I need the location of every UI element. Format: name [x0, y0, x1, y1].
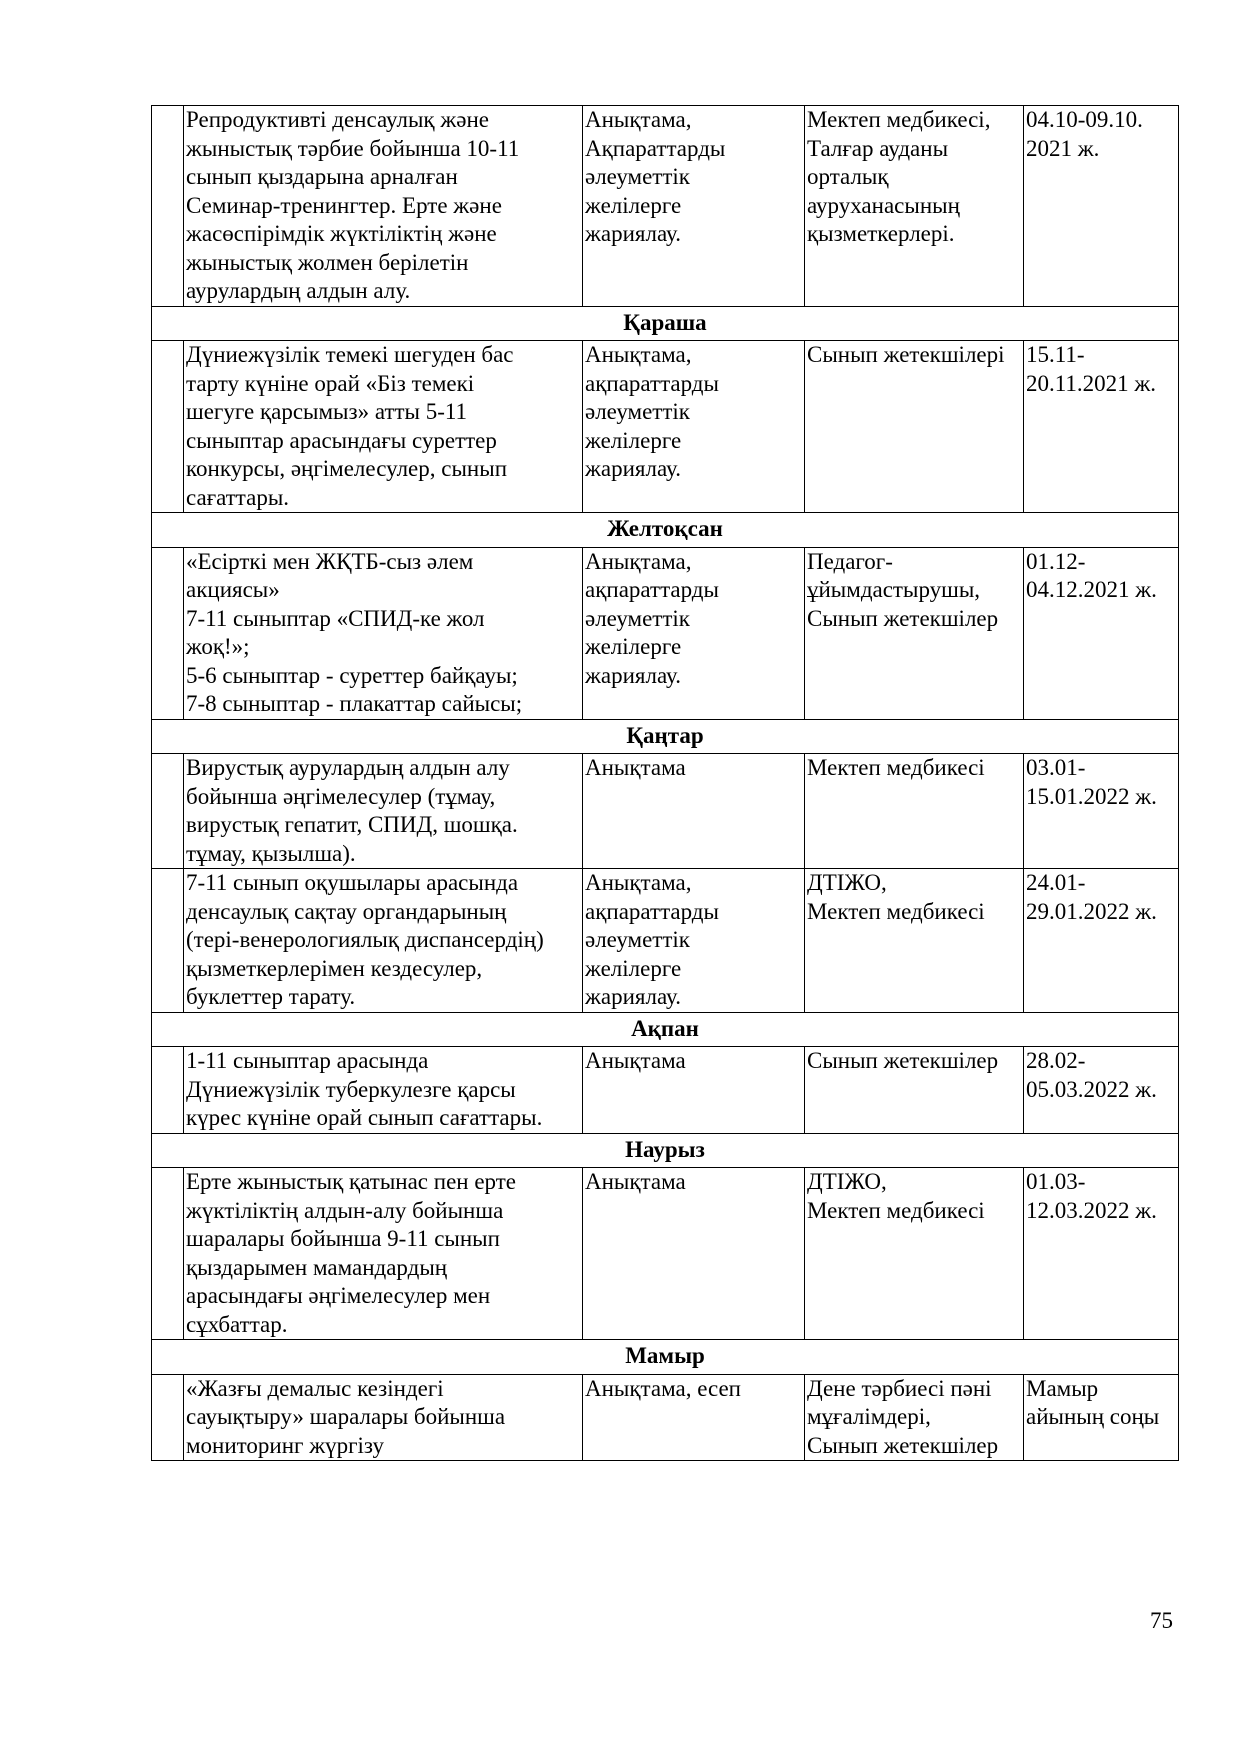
table-row — [152, 869, 1179, 1013]
responsible-cell — [805, 341, 1024, 513]
date-cell — [1024, 869, 1179, 1013]
cell-line: Анықтама, есеп — [585, 1375, 741, 1401]
cell-line: 28.02- — [1026, 1048, 1086, 1073]
cell-line: желілерге — [585, 955, 682, 981]
cell-line: жариялау. — [585, 662, 681, 688]
cell-line: 01.03- — [1026, 1169, 1086, 1194]
cell-line: жасөспірімдік жүктіліктің және — [186, 221, 497, 246]
number-cell — [152, 869, 184, 1013]
cell-line: 7-11 сынып оқушылары арасында — [186, 870, 519, 895]
cell-line: ДТІЖО, — [807, 1169, 887, 1194]
completion-form-cell — [583, 1168, 805, 1340]
cell-line: орталық — [807, 164, 889, 189]
cell-line: Сынып жетекшілер — [807, 605, 999, 631]
cell-line: сыныптар арасындағы суреттер — [186, 427, 497, 453]
cell-line: Сынып жетекшілер — [807, 1048, 999, 1073]
month-label: Қараша — [152, 306, 1179, 341]
month-header-row — [152, 513, 1179, 548]
number-cell — [152, 754, 184, 869]
cell-line: 1-11 сыныптар арасында — [186, 1048, 429, 1073]
cell-line: 15.11- — [1026, 342, 1085, 367]
date-cell — [1024, 1168, 1179, 1340]
responsible-cell — [805, 547, 1024, 719]
cell-line: Анықтама, — [585, 870, 692, 895]
cell-line: 05.03.2022 ж. — [1026, 1076, 1157, 1102]
events-plan-body — [152, 106, 1179, 1461]
cell-line: Анықтама — [585, 755, 686, 780]
cell-line: 01.12- — [1026, 548, 1086, 574]
cell-line: денсаулық сақтау органдарының — [186, 898, 507, 924]
cell-line: шаралары бойынша 9-11 сынып — [186, 1226, 500, 1251]
date-cell — [1024, 754, 1179, 869]
responsible-cell — [805, 1047, 1024, 1134]
table-row — [152, 754, 1179, 869]
date-cell — [1024, 1374, 1179, 1461]
cell-line: сауықтыру» шаралары бойынша — [186, 1404, 506, 1429]
cell-line: тарту күніне орай «Біз темекі — [186, 370, 475, 396]
cell-line: әлеуметтік — [585, 164, 690, 189]
action-cell — [184, 547, 583, 719]
cell-line: Анықтама, — [585, 107, 692, 132]
cell-line: жыныстық жолмен берілетін — [186, 249, 469, 275]
cell-line: 04.10-09.10. — [1026, 107, 1143, 132]
cell-line: Семинар-тренингтер. Ерте және — [186, 192, 502, 218]
cell-line: 03.01- — [1026, 755, 1086, 780]
responsible-cell — [805, 754, 1024, 869]
cell-line: ақпараттарды — [585, 370, 719, 396]
cell-line: буклеттер тарату. — [186, 984, 356, 1009]
events-plan-table — [151, 105, 1179, 1461]
responsible-cell — [805, 106, 1024, 307]
cell-line: қыздарымен мамандардың — [186, 1254, 448, 1280]
number-cell — [152, 106, 184, 307]
cell-line: әлеуметтік — [585, 399, 690, 424]
month-header-row — [152, 719, 1179, 754]
date-cell — [1024, 1047, 1179, 1134]
cell-line: Мектеп медбикесі — [807, 1197, 985, 1223]
table-row — [152, 1374, 1179, 1461]
table-row — [152, 547, 1179, 719]
number-cell — [152, 547, 184, 719]
cell-line: конкурсы, әңгімелесулер, сынып — [186, 456, 508, 481]
responsible-cell — [805, 869, 1024, 1013]
month-label: Қаңтар — [152, 719, 1179, 754]
month-header-row — [152, 306, 1179, 341]
cell-line: ДТІЖО, — [807, 870, 887, 895]
cell-line: желілерге — [585, 634, 682, 659]
page-number: 75 — [1150, 1608, 1173, 1633]
cell-line: 29.01.2022 ж. — [1026, 898, 1157, 924]
cell-line: 12.03.2022 ж. — [1026, 1197, 1157, 1223]
cell-line: Мектеп медбикесі — [807, 755, 985, 780]
cell-line: 15.01.2022 ж. — [1026, 783, 1157, 809]
number-cell — [152, 1168, 184, 1340]
cell-line: жариялау. — [585, 221, 681, 246]
cell-line: (тері-венерологиялық диспансердің) — [186, 927, 544, 952]
table-row — [152, 341, 1179, 513]
action-cell — [184, 1047, 583, 1134]
cell-line: 04.12.2021 ж. — [1026, 577, 1157, 602]
cell-line: Мектеп медбикесі — [807, 898, 985, 924]
cell-line: бойынша әңгімелесулер (тұмау, — [186, 783, 496, 809]
action-cell — [184, 1374, 583, 1461]
cell-line: Ерте жыныстық қатынас пен ерте — [186, 1169, 517, 1194]
completion-form-cell — [583, 341, 805, 513]
cell-line: Анықтама — [585, 1169, 686, 1194]
cell-line: Дүниежүзілік туберкулезге қарсы — [186, 1076, 516, 1102]
action-cell — [184, 341, 583, 513]
cell-line: Талғар ауданы — [807, 135, 949, 161]
cell-line: 20.11.2021 ж. — [1026, 370, 1157, 396]
completion-form-cell — [583, 1374, 805, 1461]
cell-line: Мамыр — [1026, 1375, 1099, 1401]
cell-line: күрес күніне орай сынып сағаттары. — [186, 1105, 543, 1130]
cell-line: жүктіліктің алдын-алу бойынша — [186, 1197, 504, 1223]
cell-line: сұхбаттар. — [186, 1311, 288, 1337]
cell-line: 5-6 сыныптар - суреттер байқауы; — [186, 662, 518, 688]
month-label: Мамыр — [152, 1340, 1179, 1375]
cell-line: акциясы» — [186, 577, 280, 602]
cell-line: мұғалімдері, — [807, 1404, 931, 1429]
action-cell — [184, 1168, 583, 1340]
month-header-row — [152, 1012, 1179, 1047]
cell-line: ұйымдастырушы, — [807, 577, 981, 602]
month-header-row — [152, 1133, 1179, 1168]
cell-line: арасындағы әңгімелесулер мен — [186, 1283, 491, 1308]
date-cell — [1024, 547, 1179, 719]
date-cell — [1024, 341, 1179, 513]
cell-line: Дене тәрбиесі пәні — [807, 1375, 992, 1401]
cell-line: желілерге — [585, 192, 682, 218]
date-cell — [1024, 106, 1179, 307]
cell-line: ақпараттарды — [585, 898, 719, 924]
cell-line: 24.01- — [1026, 870, 1086, 895]
cell-line: қызметкерлері. — [807, 221, 955, 246]
cell-line: ақпараттарды — [585, 577, 719, 602]
cell-line: ауруханасының — [807, 192, 960, 218]
cell-line: Дүниежүзілік темекі шегуден бас — [186, 342, 514, 367]
cell-line: 7-8 сыныптар - плакаттар сайысы; — [186, 691, 523, 716]
number-cell — [152, 1047, 184, 1134]
cell-line: вирустық гепатит, СПИД, шошқа. — [186, 812, 518, 837]
month-header-row — [152, 1340, 1179, 1375]
cell-line: Мектеп медбикесі, — [807, 107, 991, 132]
table-row — [152, 106, 1179, 307]
cell-line: аурулардың алдын алу. — [186, 278, 411, 303]
cell-line: 2021 ж. — [1026, 135, 1100, 161]
completion-form-cell — [583, 869, 805, 1013]
cell-line: Ақпараттарды — [585, 135, 726, 161]
cell-line: сағаттары. — [186, 484, 290, 510]
cell-line: Сынып жетекшілер — [807, 1432, 999, 1458]
cell-line: әлеуметтік — [585, 927, 690, 952]
cell-line: «Есірткі мен ЖҚТБ-сыз әлем — [186, 548, 474, 574]
cell-line: жоқ!»; — [186, 634, 250, 659]
cell-line: әлеуметтік — [585, 605, 690, 631]
cell-line: «Жазғы демалыс кезіндегі — [186, 1375, 444, 1401]
action-cell — [184, 106, 583, 307]
completion-form-cell — [583, 547, 805, 719]
cell-line: жариялау. — [585, 456, 681, 481]
cell-line: Анықтама, — [585, 342, 692, 367]
cell-line: жариялау. — [585, 984, 681, 1009]
cell-line: Репродуктивті денсаулық және — [186, 107, 489, 132]
cell-line: қызметкерлерімен кездесулер, — [186, 955, 483, 981]
cell-line: 7-11 сыныптар «СПИД-ке жол — [186, 605, 485, 631]
cell-line: шегуге қарсымыз» атты 5-11 — [186, 399, 468, 424]
cell-line: Педагог- — [807, 548, 893, 574]
cell-line: Сынып жетекшілері — [807, 342, 1005, 367]
action-cell — [184, 754, 583, 869]
action-cell — [184, 869, 583, 1013]
cell-line: Анықтама — [585, 1048, 686, 1073]
cell-line: мониторинг жүргізу — [186, 1432, 385, 1458]
responsible-cell — [805, 1168, 1024, 1340]
cell-line: сынып қыздарына арналған — [186, 164, 458, 189]
cell-line: Анықтама, — [585, 548, 692, 574]
cell-line: Вирустық аурулардың алдын алу — [186, 755, 510, 780]
completion-form-cell — [583, 106, 805, 307]
number-cell — [152, 341, 184, 513]
completion-form-cell — [583, 754, 805, 869]
cell-line: жыныстық тәрбие бойынша 10-11 — [186, 135, 520, 161]
month-label: Наурыз — [152, 1133, 1179, 1168]
cell-line: айының соңы — [1026, 1404, 1160, 1429]
number-cell — [152, 1374, 184, 1461]
responsible-cell — [805, 1374, 1024, 1461]
month-label: Желтоқсан — [152, 513, 1179, 548]
table-row — [152, 1047, 1179, 1134]
table-row — [152, 1168, 1179, 1340]
cell-line: желілерге — [585, 427, 682, 453]
month-label: Ақпан — [152, 1012, 1179, 1047]
cell-line: тұмау, қызылша). — [186, 840, 356, 866]
completion-form-cell — [583, 1047, 805, 1134]
